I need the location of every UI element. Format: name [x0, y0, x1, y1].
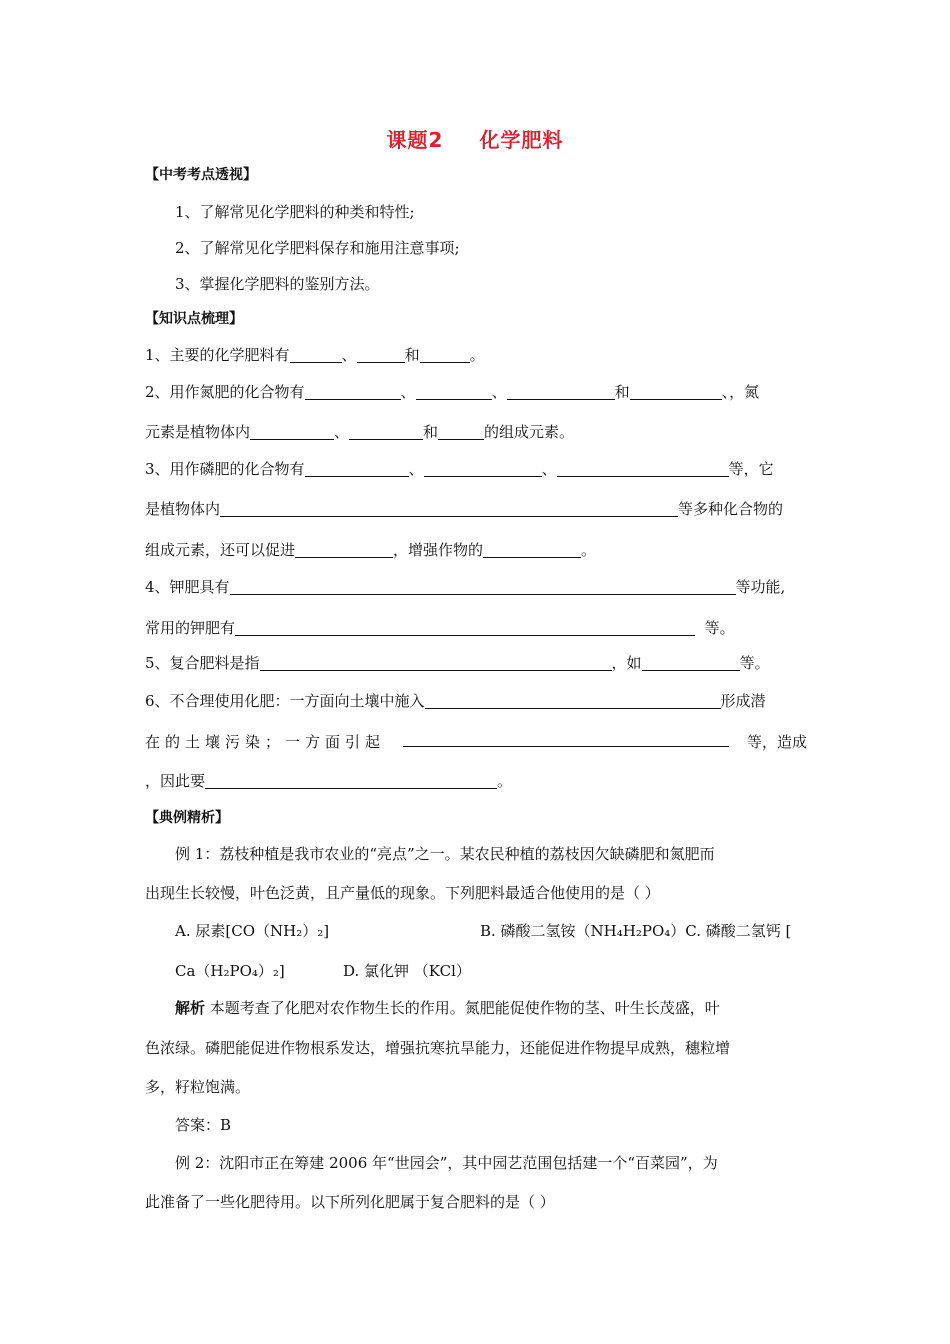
fill-blank[interactable] — [642, 655, 740, 671]
objective-1: 1、了解常见化学肥料的种类和特性; — [175, 203, 415, 221]
knowledge-item-3-cont2: 组成元素，还可以促进 ，增强作物的 。 — [145, 541, 597, 559]
knowledge-item-2-cont: 元素是植物体内 、 和 的组成元素。 — [145, 423, 575, 441]
example-1-options — [175, 920, 807, 941]
option-d[interactable]: D. 氯化钾 （KCl） — [343, 962, 471, 980]
option-a[interactable]: A. 尿素[CO（NH₂）₂] — [175, 922, 330, 940]
fill-blank[interactable] — [305, 384, 401, 400]
knowledge-item-6: 6、不合理使用化肥：一方面向土壤中施入 形成潜 — [145, 692, 766, 710]
fill-blank[interactable] — [403, 731, 729, 747]
example-1-text: 例 1：荔枝种植是我市农业的“亮点”之一。某农民种植的荔枝因欠缺磷肥和氮肥而 — [175, 845, 715, 863]
fill-blank[interactable] — [250, 424, 334, 440]
section-heading-examples: 【典例精析】 — [145, 810, 229, 826]
analysis-text-cont: 色浓绿。磷肥能促进作物根系发达，增强抗寒抗旱能力，还能促进作物提早成熟，穗粒增 — [145, 1039, 731, 1057]
fill-blank[interactable] — [305, 461, 409, 477]
answer-text: 答案：B — [175, 1116, 232, 1134]
fill-blank[interactable] — [630, 384, 722, 400]
fill-blank[interactable] — [425, 693, 721, 709]
fill-blank[interactable] — [438, 424, 484, 440]
knowledge-item-3-cont: 是植物体内 等多种化合物的 — [145, 500, 784, 518]
fill-blank[interactable] — [205, 773, 497, 789]
fill-blank[interactable] — [260, 655, 612, 671]
fill-blank[interactable] — [416, 384, 492, 400]
option-c-formula[interactable]: Ca（H₂PO₄）₂] — [175, 962, 285, 980]
analysis-text-cont2: 多，籽粒饱满。 — [145, 1078, 251, 1096]
fill-blank[interactable] — [230, 579, 736, 595]
knowledge-item-3: 3、用作磷肥的化合物有 、 、 等，它 — [145, 460, 774, 478]
fill-blank[interactable] — [357, 347, 405, 363]
fill-blank[interactable] — [235, 620, 695, 636]
objective-3: 3、掌握化学肥料的鉴别方法。 — [175, 275, 380, 293]
option-b-c[interactable]: B. 磷酸二氢铵（NH₄H₂PO₄）C. 磷酸二氢钙 [ — [480, 922, 792, 940]
knowledge-item-5: 5、复合肥料是指 ，如 等。 — [145, 654, 770, 672]
knowledge-item-6-cont: 在的土壤污染；一方面引起 等，造成 — [145, 733, 807, 751]
example-1-text-cont: 出现生长较慢，叶色泛黄，且产量低的现象。下列肥料最适合他使用的是（ ） — [145, 884, 660, 902]
fill-blank[interactable] — [483, 542, 581, 558]
fill-blank[interactable] — [424, 461, 542, 477]
fill-blank[interactable] — [349, 424, 423, 440]
objective-2: 2、了解常见化学肥料保存和施用注意事项; — [175, 239, 460, 257]
fill-blank[interactable] — [290, 347, 342, 363]
analysis-text: 解析 本题考查了化肥对农作物生长的作用。氮肥能促使作物的茎、叶生长茂盛，叶 — [175, 999, 720, 1017]
example-1-options-cont — [175, 960, 807, 981]
knowledge-item-1: 1、主要的化学肥料有 、 和 。 — [145, 346, 485, 364]
analysis-label: 解析 — [175, 999, 206, 1017]
knowledge-item-4: 4、钾肥具有 等功能, — [145, 578, 786, 596]
section-heading-knowledge: 【知识点梳理】 — [145, 311, 243, 327]
title-text: 化学肥料 — [479, 128, 564, 152]
fill-blank[interactable] — [220, 501, 678, 517]
knowledge-item-2: 2、用作氮肥的化合物有 、 、 和 、，氮 — [145, 383, 760, 401]
section-heading-exam-points: 【中考考点透视】 — [145, 167, 257, 183]
page-title — [0, 124, 950, 153]
knowledge-item-6-cont2: ，因此要 。 — [145, 772, 513, 790]
fill-blank[interactable] — [420, 347, 470, 363]
knowledge-item-4-cont: 常用的钾肥有 等。 — [145, 619, 735, 637]
fill-blank[interactable] — [557, 461, 729, 477]
fill-blank[interactable] — [295, 542, 393, 558]
example-2-text-cont: 此准备了一些化肥待用。以下所列化肥属于复合肥料的是（ ） — [145, 1193, 555, 1211]
fill-blank[interactable] — [507, 384, 615, 400]
example-2-text: 例 2：沈阳市正在筹建 2006 年“世园会”，其中园艺范围包括建一个“百菜园”，为 — [175, 1154, 718, 1172]
title-number: 课题2 — [386, 128, 444, 152]
